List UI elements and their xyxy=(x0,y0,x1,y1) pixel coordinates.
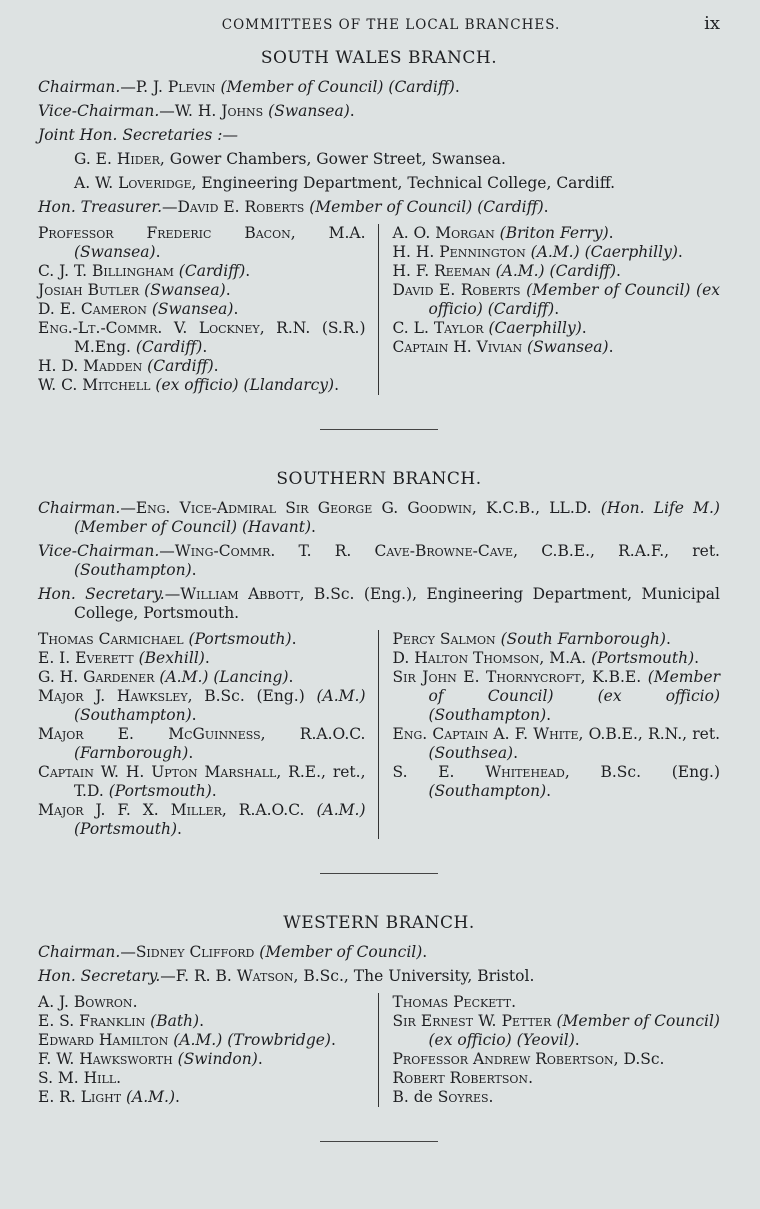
member-columns xyxy=(38,224,720,395)
member-entry xyxy=(38,1069,366,1088)
branch-title: WESTERN BRANCH. xyxy=(283,913,475,933)
name-text: Wing-Commr. xyxy=(174,542,276,560)
italic-text: (Portsmouth) xyxy=(591,649,695,667)
text: E. I. xyxy=(38,649,76,667)
text: G. H. xyxy=(38,668,84,686)
name-text: Sir John xyxy=(392,668,457,686)
member-entry xyxy=(38,224,366,262)
name-text: Reeman xyxy=(434,262,491,280)
text: . xyxy=(546,706,552,724)
member-entry xyxy=(393,649,721,668)
text: . xyxy=(546,782,552,800)
branch-title: SOUTH WALES BRANCH. xyxy=(260,48,498,68)
name-text: Mitchell xyxy=(82,376,151,394)
member-column-right xyxy=(379,224,721,395)
text: —F. R. B. xyxy=(160,967,237,985)
name-text: Cameron xyxy=(80,300,147,318)
text: — xyxy=(164,585,181,603)
italic-text: (A.M.) xyxy=(530,243,580,261)
member-entry xyxy=(393,1050,721,1069)
name-text: David xyxy=(177,198,219,216)
name-text: Captain xyxy=(392,338,449,356)
text: . xyxy=(211,782,217,800)
section-divider xyxy=(320,873,438,874)
text: . xyxy=(132,993,138,1011)
text: T. R. xyxy=(275,542,375,560)
text: . xyxy=(116,1069,122,1087)
text: . xyxy=(334,376,340,394)
italic-text: (Llandarcy) xyxy=(243,376,335,394)
text: F. W. xyxy=(38,1050,80,1068)
italic-text: (Havant) xyxy=(241,518,312,536)
text: . xyxy=(677,243,683,261)
member-entry xyxy=(393,262,721,281)
italic-text: (Southampton) xyxy=(74,706,192,724)
text: . xyxy=(291,630,297,648)
text: — xyxy=(120,943,136,961)
branch-section xyxy=(38,470,720,874)
italic-text: (Swansea) xyxy=(268,102,350,120)
text: . xyxy=(199,1012,205,1030)
text: H. xyxy=(448,338,477,356)
name-text: Roberts xyxy=(460,281,521,299)
name-text: Everett xyxy=(75,649,134,667)
member-entry xyxy=(38,649,366,668)
name-text: Captain xyxy=(38,763,94,781)
name-text: Bowron xyxy=(73,993,133,1011)
italic-text: (Cardiff) xyxy=(477,198,544,216)
italic-text: (Member of Council) xyxy=(556,1012,720,1030)
text: D. xyxy=(392,649,415,667)
name-text: Hider xyxy=(116,150,160,168)
italic-text: Vice-Chairman. xyxy=(38,542,160,560)
name-text: Miller xyxy=(170,801,222,819)
officer-line xyxy=(38,198,720,217)
running-head xyxy=(38,14,720,35)
member-entry xyxy=(38,262,366,281)
italic-text: (Member of Council) xyxy=(526,281,691,299)
italic-text: (Portsmouth) xyxy=(188,630,292,648)
text: , B.Sc. (Eng.) xyxy=(187,687,317,705)
italic-text: (Caerphilly) xyxy=(488,319,582,337)
branch-section xyxy=(38,49,720,430)
member-entry xyxy=(393,763,721,801)
italic-text: (Cardiff) xyxy=(135,338,203,356)
italic-text: (Yeovil) xyxy=(516,1031,575,1049)
text: D. E. xyxy=(38,300,81,318)
text: . xyxy=(288,668,294,686)
member-entry xyxy=(393,281,721,319)
member-entry xyxy=(38,725,366,763)
name-text: Hawksworth xyxy=(79,1050,173,1068)
member-entry xyxy=(393,243,721,262)
text: G. E. xyxy=(74,150,117,168)
text: . xyxy=(155,243,161,261)
name-text: Franklin xyxy=(79,1012,146,1030)
text: . xyxy=(513,744,519,762)
name-text: Billingham xyxy=(91,262,174,280)
text: . xyxy=(191,561,197,579)
text: , R.A.O.C. xyxy=(260,725,366,743)
text: , B.Sc., The University, Bristol. xyxy=(293,967,535,985)
italic-text: (Southampton) xyxy=(428,706,547,724)
text: , R.E., ret., T.D. xyxy=(74,763,366,800)
name-text: Sir Ernest xyxy=(392,1012,474,1030)
text: B. de xyxy=(392,1088,438,1106)
name-text: Major xyxy=(38,801,84,819)
running-head-title: COMMITTEES OF THE LOCAL BRANCHES. xyxy=(221,17,561,33)
text: — xyxy=(120,499,136,517)
text: G. xyxy=(372,499,408,517)
branches xyxy=(38,49,720,1142)
italic-text: Joint Hon. Secretaries :— xyxy=(38,126,238,144)
name-text: Soyres xyxy=(437,1088,489,1106)
officer-line xyxy=(38,150,720,169)
italic-text: (Swansea) xyxy=(527,338,609,356)
text: . xyxy=(608,224,614,242)
italic-text: (Trowbridge) xyxy=(227,1031,331,1049)
officer-line xyxy=(38,967,720,986)
branch-title: SOUTHERN BRANCH. xyxy=(276,469,482,489)
text: V. xyxy=(162,319,199,337)
member-columns xyxy=(38,630,720,839)
name-text: Professor Frederic Bacon xyxy=(38,224,291,242)
italic-text: (Hon. Life M.) xyxy=(600,499,720,517)
italic-text: (Bath) xyxy=(150,1012,200,1030)
text: S. M. xyxy=(38,1069,84,1087)
text: E. xyxy=(456,668,487,686)
member-entry xyxy=(38,281,366,300)
member-entry xyxy=(393,224,721,243)
text: . xyxy=(694,649,700,667)
officer-line xyxy=(38,126,720,145)
name-text: Edward Hamilton xyxy=(38,1031,169,1049)
member-entry xyxy=(38,687,366,725)
branch-section xyxy=(38,914,720,1142)
italic-text: (A.M.) xyxy=(316,801,366,819)
text: , O.B.E., R.N., ret. xyxy=(578,725,721,743)
member-entry xyxy=(393,1069,721,1088)
italic-text: (Swansea) xyxy=(151,300,234,318)
text: H. F. xyxy=(392,262,435,280)
text: . xyxy=(213,357,219,375)
name-text: Eng. Captain xyxy=(392,725,489,743)
text: . xyxy=(330,1031,336,1049)
text: . xyxy=(528,1069,533,1087)
name-text: Johns xyxy=(221,102,264,120)
name-text: Watson xyxy=(236,967,294,985)
name-text: Thornycroft xyxy=(486,668,581,686)
text: . xyxy=(454,78,460,96)
name-text: Eng. Vice-Admiral Sir George xyxy=(135,499,373,517)
text: . xyxy=(581,319,587,337)
text: . xyxy=(665,630,671,648)
text: . xyxy=(204,649,210,667)
text: , B.Sc. (Eng.), Engineering Department, Municipal College, Portsmouth. xyxy=(74,585,721,622)
text: , D.Sc. xyxy=(613,1050,665,1068)
name-text: Gardener xyxy=(83,668,155,686)
name-text: Goodwin xyxy=(407,499,472,517)
text: . xyxy=(608,338,614,356)
italic-text: (ex officio) xyxy=(428,1031,512,1049)
italic-text: Chairman. xyxy=(38,943,121,961)
section-divider xyxy=(320,1141,438,1142)
italic-text: (Portsmouth) xyxy=(108,782,212,800)
text: , R.A.O.C. xyxy=(221,801,317,819)
name-text: Light xyxy=(80,1088,122,1106)
text: . xyxy=(616,262,621,280)
name-text: Thomas Peckett xyxy=(392,993,512,1011)
text: E. R. xyxy=(38,1088,81,1106)
member-columns xyxy=(38,993,720,1107)
italic-text: (Member of Council) xyxy=(74,518,238,536)
member-entry xyxy=(393,630,721,649)
text: , B.Sc. (Eng.) xyxy=(564,763,720,781)
italic-text: (Lancing) xyxy=(213,668,289,686)
member-column-left xyxy=(38,224,379,395)
italic-text: (Briton Ferry) xyxy=(499,224,609,242)
member-entry xyxy=(393,668,721,725)
member-entry xyxy=(393,1012,721,1050)
text: H. H. xyxy=(392,243,440,261)
text: — xyxy=(162,198,178,216)
text: . xyxy=(574,1031,580,1049)
text: A. F. xyxy=(488,725,534,743)
officer-line xyxy=(38,78,720,97)
text: , K.C.B., LL.D. xyxy=(471,499,601,517)
text: E. S. xyxy=(38,1012,80,1030)
officer-line xyxy=(38,943,720,962)
italic-text: (ex officio) xyxy=(597,687,720,705)
member-column-left xyxy=(38,630,379,839)
name-text: Upton Marshall xyxy=(151,763,277,781)
italic-text: (ex officio) xyxy=(428,281,720,318)
member-entry xyxy=(393,1088,721,1107)
name-text: Major xyxy=(38,687,84,705)
text: . xyxy=(488,1088,494,1106)
officer-line xyxy=(38,499,720,537)
italic-text: (Southsea) xyxy=(428,744,514,762)
name-text: Lockney xyxy=(198,319,260,337)
member-entry xyxy=(393,319,721,338)
italic-text: Hon. Secretary. xyxy=(38,967,161,985)
member-entry xyxy=(38,763,366,801)
member-entry xyxy=(38,668,366,687)
member-entry xyxy=(38,1088,366,1107)
text: A. O. xyxy=(392,224,436,242)
name-text: Percy Salmon xyxy=(392,630,496,648)
name-text: Whitehead xyxy=(485,763,565,781)
text: . xyxy=(175,1088,180,1106)
italic-text: (Swansea) xyxy=(144,281,226,299)
italic-text: (A.M.) xyxy=(159,668,209,686)
name-text: Pennington xyxy=(439,243,526,261)
member-entry xyxy=(38,319,366,357)
name-text: McGuinness xyxy=(168,725,261,743)
italic-text: (Member of Council) xyxy=(259,943,423,961)
member-column-right xyxy=(379,993,721,1107)
italic-text: (A.M.) xyxy=(126,1088,176,1106)
name-text: Petter xyxy=(501,1012,552,1030)
officer-line xyxy=(38,585,720,623)
text: . xyxy=(177,820,182,838)
italic-text: (Cardiff) xyxy=(178,262,246,280)
page-number: ix xyxy=(704,13,720,34)
italic-text: (Swansea) xyxy=(74,243,156,261)
text: . xyxy=(245,262,251,280)
member-entry xyxy=(393,993,721,1012)
text: . xyxy=(233,300,239,318)
name-text: Vivian xyxy=(476,338,523,356)
member-entry xyxy=(38,376,366,395)
name-text: Madden xyxy=(83,357,143,375)
name-text: William Abbott xyxy=(180,585,300,603)
text: , M.A. xyxy=(290,224,366,242)
name-text: Professor Andrew Robertson xyxy=(392,1050,614,1068)
italic-text: Chairman. xyxy=(38,78,121,96)
name-text: David xyxy=(392,281,434,299)
text: E. xyxy=(83,725,169,743)
text: —W. H. xyxy=(159,102,222,120)
text: W. H. xyxy=(93,763,152,781)
italic-text: (A.M.) xyxy=(495,262,545,280)
member-entry xyxy=(38,1012,366,1031)
italic-text: (Bexhill) xyxy=(138,649,205,667)
name-text: P. J. Plevin xyxy=(135,78,216,96)
officer-line xyxy=(38,542,720,580)
officer-line xyxy=(38,174,720,193)
italic-text: (Swindon) xyxy=(177,1050,258,1068)
member-entry xyxy=(38,1050,366,1069)
member-entry xyxy=(393,338,721,357)
member-entry xyxy=(38,993,366,1012)
text: W. C. xyxy=(38,376,83,394)
name-text: White xyxy=(533,725,579,743)
text: . xyxy=(543,198,549,216)
member-entry xyxy=(38,801,366,839)
italic-text: (ex officio) xyxy=(155,376,239,394)
text: . xyxy=(225,281,231,299)
name-text: Josiah Butler xyxy=(38,281,140,299)
member-entry xyxy=(38,1031,366,1050)
text: , R.N. (S.R.) M.Eng. xyxy=(74,319,366,356)
name-text: Hill xyxy=(83,1069,117,1087)
italic-text: (Member of Council) xyxy=(428,668,720,705)
text: . xyxy=(311,518,316,536)
italic-text: Hon. Secretary. xyxy=(38,585,165,603)
member-entry xyxy=(38,357,366,376)
italic-text: Vice-Chairman. xyxy=(38,102,160,120)
italic-text: (Farnborough) xyxy=(74,744,189,762)
text: A. J. xyxy=(38,993,74,1011)
name-text: Taylor xyxy=(433,319,484,337)
italic-text: (Cardiff) xyxy=(147,357,214,375)
text: . xyxy=(191,706,197,724)
text xyxy=(554,687,598,705)
italic-text: (Member of Council) xyxy=(220,78,384,96)
text: . xyxy=(188,744,194,762)
member-entry xyxy=(38,300,366,319)
italic-text: (Southampton) xyxy=(74,561,192,579)
italic-text: (A.M.) xyxy=(173,1031,223,1049)
name-text: Roberts xyxy=(244,198,305,216)
text: A. W. xyxy=(74,174,119,192)
italic-text: Hon. Treasurer. xyxy=(38,198,162,216)
text: E. xyxy=(218,198,245,216)
italic-text: (Caerphilly) xyxy=(584,243,678,261)
italic-text: Chairman. xyxy=(38,499,121,517)
name-text: Hawksley xyxy=(116,687,188,705)
section-divider xyxy=(320,429,438,430)
text: E. xyxy=(433,281,461,299)
text: , M.A. xyxy=(539,649,592,667)
name-text: Major xyxy=(38,725,84,743)
text: J. F. X. xyxy=(83,801,171,819)
italic-text: (South Farnborough) xyxy=(500,630,666,648)
name-text: Sidney Clifford xyxy=(135,943,255,961)
name-text: Loveridge xyxy=(118,174,192,192)
name-text: Eng.-Lt.-Commr. xyxy=(38,319,163,337)
member-entry xyxy=(393,725,721,763)
text: J. xyxy=(83,687,117,705)
italic-text: (Member of Council) xyxy=(309,198,473,216)
text: , C.B.E., R.A.F., ret. xyxy=(513,542,720,560)
text: , K.B.E. xyxy=(580,668,648,686)
text: C. J. T. xyxy=(38,262,92,280)
text: S. E. xyxy=(392,763,486,781)
name-text: Thomas Carmichael xyxy=(38,630,184,648)
member-column-right xyxy=(379,630,721,839)
italic-text: (Cardiff) xyxy=(549,262,616,280)
text: H. D. xyxy=(38,357,84,375)
text: . xyxy=(349,102,355,120)
text: C. L. xyxy=(392,319,434,337)
text: , Engineering Department, Technical College, Cardiff. xyxy=(191,174,616,192)
name-text: Cave-Browne-Cave xyxy=(374,542,514,560)
text: . xyxy=(511,993,517,1011)
italic-text: (Cardiff) xyxy=(388,78,455,96)
text: — xyxy=(120,78,136,96)
text: . xyxy=(554,300,560,318)
name-text: Robert Robertson xyxy=(392,1069,529,1087)
text: — xyxy=(159,542,175,560)
italic-text: (Cardiff) xyxy=(487,300,555,318)
text: , Gower Chambers, Gower Street, Swansea. xyxy=(159,150,506,168)
member-entry xyxy=(38,630,366,649)
text: . xyxy=(257,1050,263,1068)
text: W. xyxy=(473,1012,502,1030)
name-text: Morgan xyxy=(435,224,495,242)
name-text: Halton Thomson xyxy=(414,649,540,667)
italic-text: (Portsmouth) xyxy=(74,820,178,838)
italic-text: (A.M.) xyxy=(316,687,366,705)
member-column-left xyxy=(38,993,379,1107)
italic-text: (Southampton) xyxy=(428,782,547,800)
text: . xyxy=(422,943,428,961)
text: . xyxy=(202,338,208,356)
officer-line xyxy=(38,102,720,121)
